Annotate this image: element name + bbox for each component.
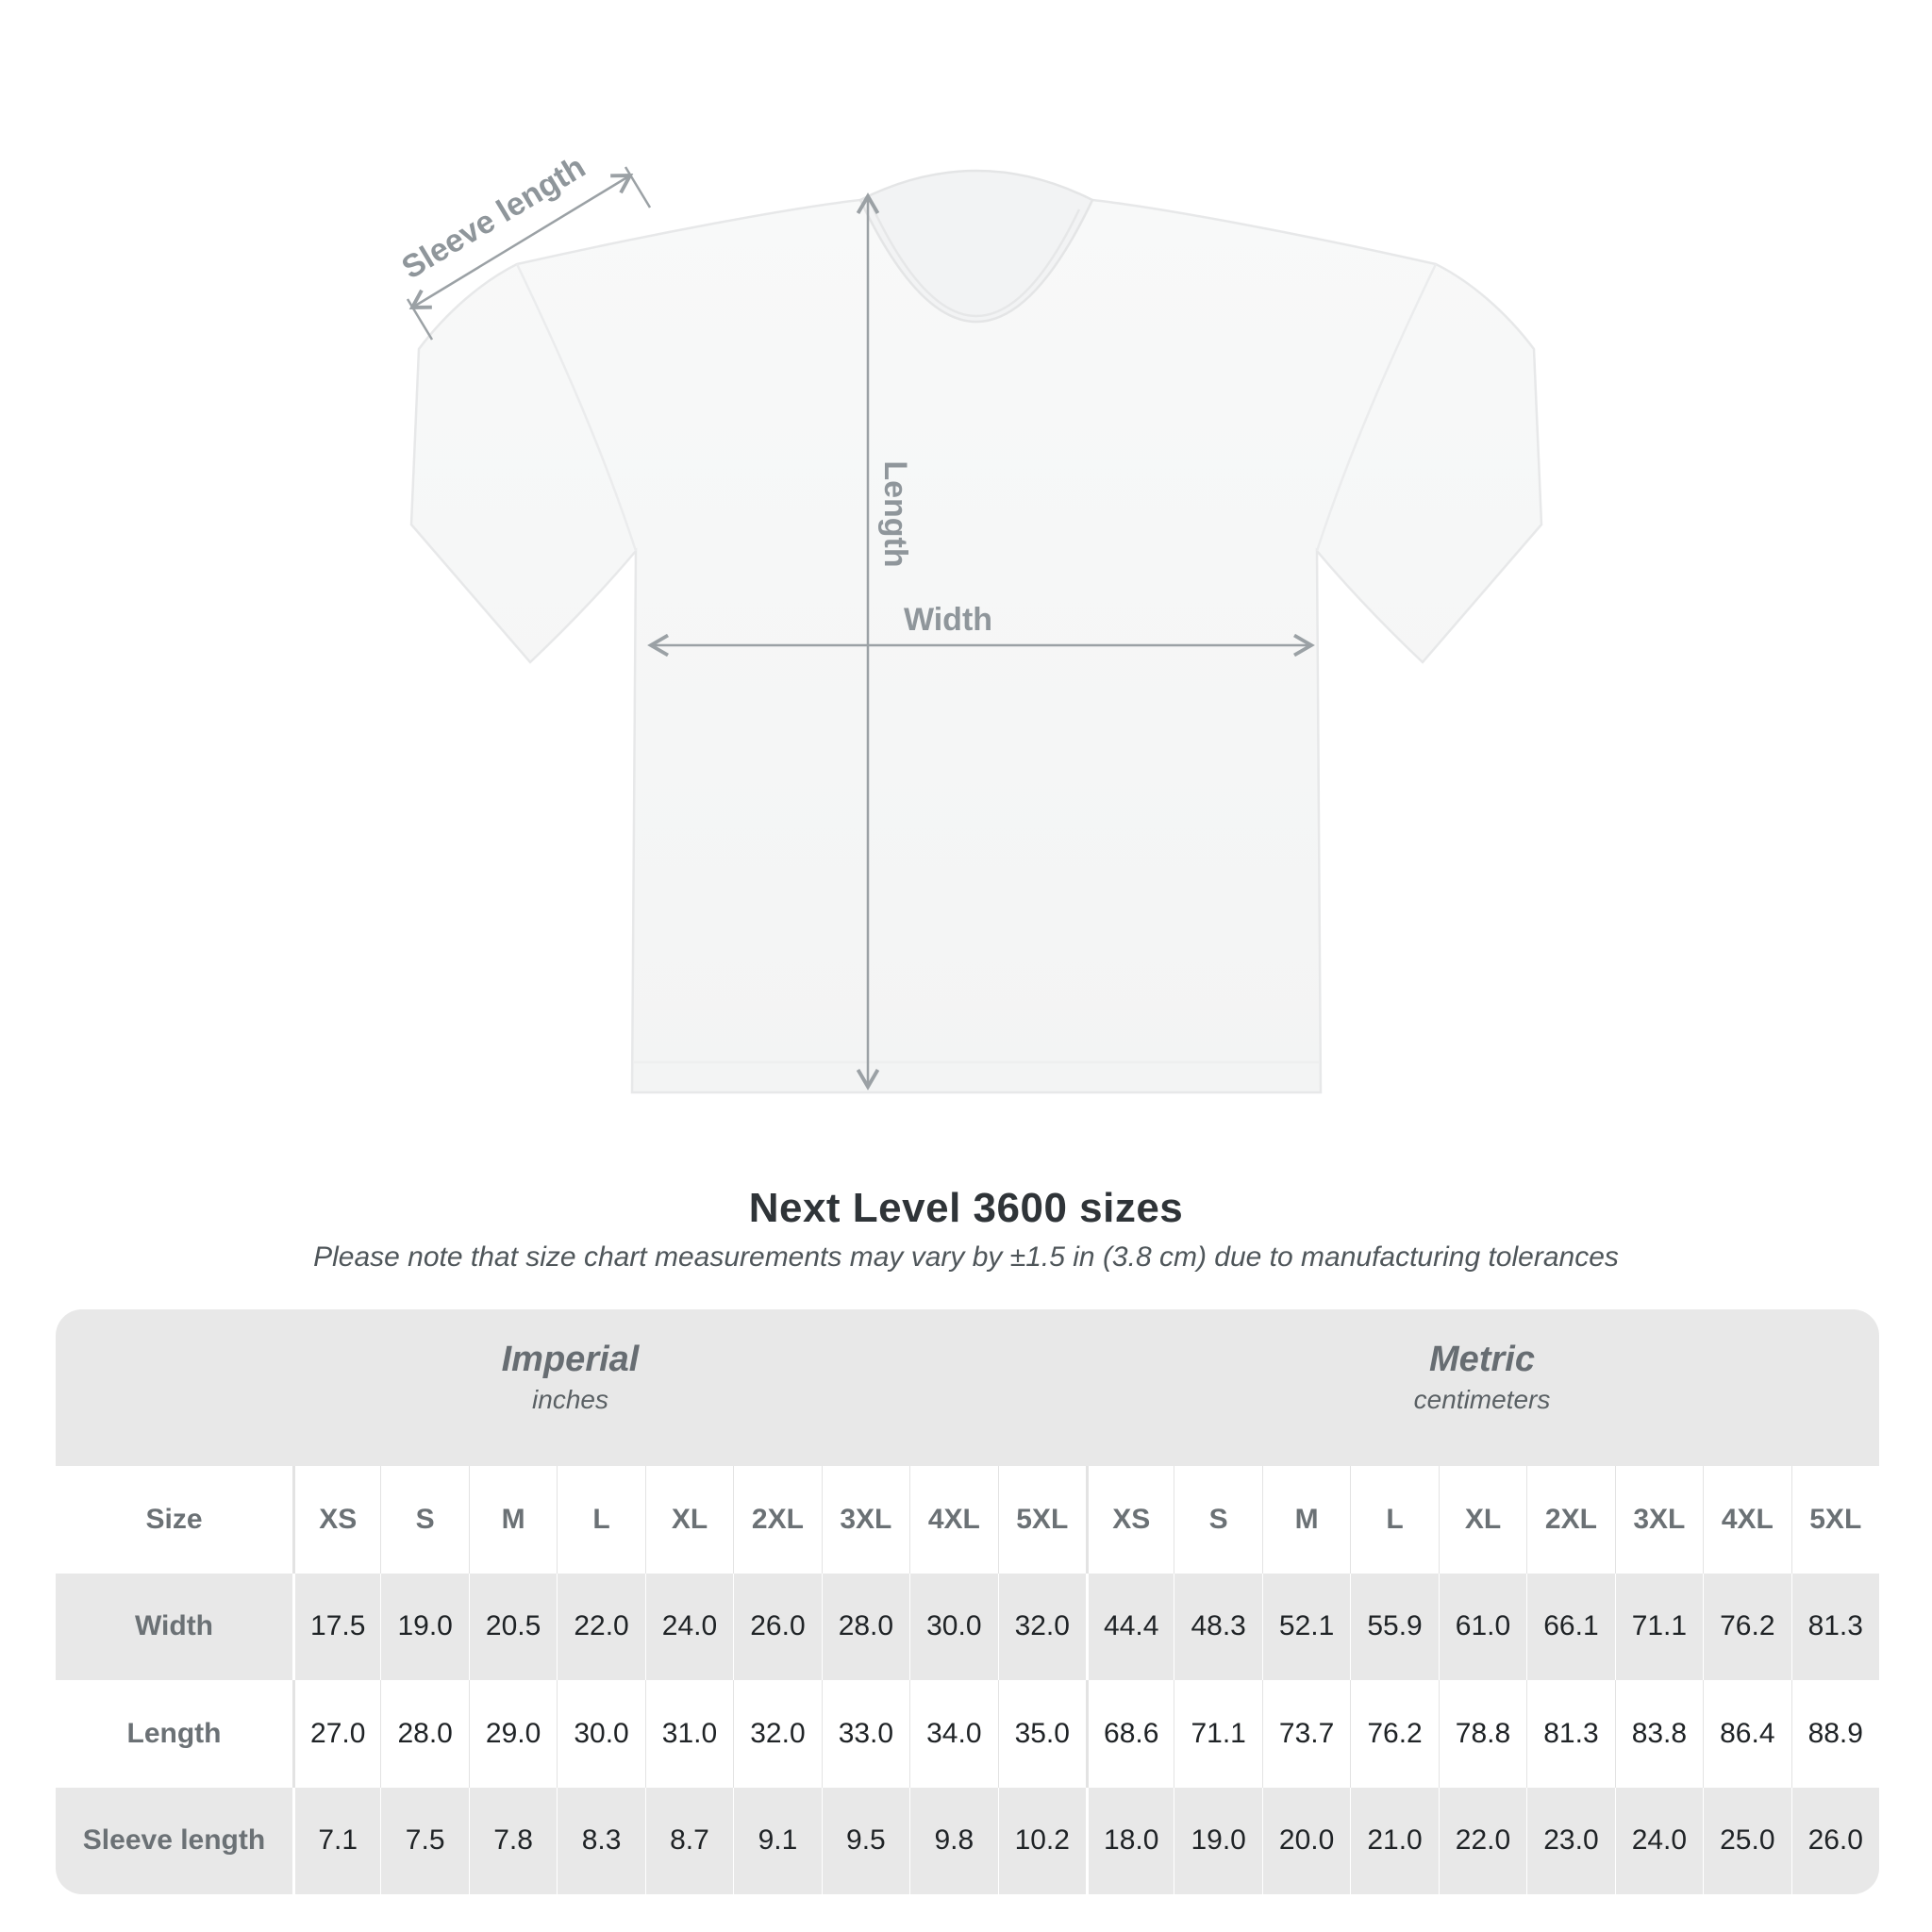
size-value-cell: 71.1 xyxy=(1615,1574,1703,1681)
imperial-group-header xyxy=(56,1309,1085,1466)
size-col-header: 3XL xyxy=(822,1466,909,1574)
size-value-cell: 76.2 xyxy=(1703,1574,1790,1681)
sleeve-length-label: Sleeve length xyxy=(395,148,592,287)
size-col-header: 2XL xyxy=(1526,1466,1614,1574)
size-value-cell: 10.2 xyxy=(998,1788,1086,1895)
size-value-cell: 25.0 xyxy=(1703,1788,1790,1895)
size-value-cell: 28.0 xyxy=(822,1574,909,1681)
size-value-cell: 32.0 xyxy=(998,1574,1086,1681)
size-col-header: L xyxy=(557,1466,644,1574)
size-row-sleeve-length xyxy=(56,1788,1879,1895)
size-col-header: 4XL xyxy=(909,1466,997,1574)
size-col-header: 3XL xyxy=(1615,1466,1703,1574)
size-value-cell: 86.4 xyxy=(1703,1680,1790,1788)
size-value-cell: 9.5 xyxy=(822,1788,909,1895)
size-value-cell: 48.3 xyxy=(1174,1574,1261,1681)
size-value-cell: 27.0 xyxy=(292,1680,380,1788)
row-label: Sleeve length xyxy=(82,1824,266,1857)
size-value-cell: 24.0 xyxy=(1615,1788,1703,1895)
size-value-cell: 31.0 xyxy=(645,1680,733,1788)
size-value-cell: 81.3 xyxy=(1526,1680,1614,1788)
size-value-cell: 8.3 xyxy=(557,1788,644,1895)
sleeve-arrow-tick-top xyxy=(625,167,650,208)
size-table xyxy=(56,1466,1879,1894)
size-value-cell: 33.0 xyxy=(822,1680,909,1788)
size-value-cell: 78.8 xyxy=(1439,1680,1526,1788)
imperial-unit-label: inches xyxy=(532,1385,608,1414)
size-value-cell: 76.2 xyxy=(1350,1680,1438,1788)
page-title: Next Level 3600 sizes xyxy=(748,1185,1184,1231)
size-col-header: XS xyxy=(1086,1466,1174,1574)
imperial-label: Imperial xyxy=(501,1340,640,1379)
size-col-header: 5XL xyxy=(998,1466,1086,1574)
size-value-cell: 30.0 xyxy=(557,1680,644,1788)
size-header-row xyxy=(56,1466,1879,1574)
size-col-header: 5XL xyxy=(1791,1466,1879,1574)
size-col-header: L xyxy=(1350,1466,1438,1574)
size-value-cell: 17.5 xyxy=(292,1574,380,1681)
size-table-card xyxy=(56,1309,1879,1894)
size-value-cell: 73.7 xyxy=(1262,1680,1350,1788)
row-label: Size xyxy=(145,1503,203,1535)
size-value-cell: 20.5 xyxy=(469,1574,557,1681)
metric-group-header xyxy=(1085,1309,1879,1466)
sleeve-arrow-tick-bottom xyxy=(408,299,432,340)
size-value-cell: 66.1 xyxy=(1526,1574,1614,1681)
size-value-cell: 7.1 xyxy=(292,1788,380,1895)
size-col-header: XS xyxy=(292,1466,380,1574)
size-value-cell: 35.0 xyxy=(998,1680,1086,1788)
size-value-cell: 19.0 xyxy=(1174,1788,1261,1895)
size-value-cell: 24.0 xyxy=(645,1574,733,1681)
size-value-cell: 68.6 xyxy=(1086,1680,1174,1788)
size-value-cell: 7.8 xyxy=(469,1788,557,1895)
length-label: Length xyxy=(877,460,913,568)
size-col-header: S xyxy=(1174,1466,1261,1574)
size-value-cell: 61.0 xyxy=(1439,1574,1526,1681)
size-col-header: 2XL xyxy=(733,1466,821,1574)
size-value-cell: 55.9 xyxy=(1350,1574,1438,1681)
size-note: Please note that size chart measurements may vary by ±1.5 in (3.8 cm) due to manufacturing tolerances xyxy=(313,1241,1619,1273)
size-value-cell: 34.0 xyxy=(909,1680,997,1788)
size-value-cell: 30.0 xyxy=(909,1574,997,1681)
metric-unit-label: centimeters xyxy=(1413,1385,1551,1414)
size-col-header: XL xyxy=(645,1466,733,1574)
size-value-cell: 18.0 xyxy=(1086,1788,1174,1895)
size-value-cell: 81.3 xyxy=(1791,1574,1879,1681)
unit-group-header xyxy=(56,1309,1879,1466)
size-value-cell: 52.1 xyxy=(1262,1574,1350,1681)
size-value-cell: 29.0 xyxy=(469,1680,557,1788)
size-value-cell: 22.0 xyxy=(557,1574,644,1681)
size-value-cell: 21.0 xyxy=(1350,1788,1438,1895)
size-col-header: M xyxy=(469,1466,557,1574)
metric-label: Metric xyxy=(1429,1340,1535,1379)
width-label: Width xyxy=(903,602,993,638)
size-value-cell: 88.9 xyxy=(1791,1680,1879,1788)
row-label: Length xyxy=(126,1717,222,1749)
size-value-cell: 23.0 xyxy=(1526,1788,1614,1895)
row-label: Width xyxy=(134,1610,214,1642)
size-value-cell: 9.8 xyxy=(909,1788,997,1895)
size-value-cell: 22.0 xyxy=(1439,1788,1526,1895)
size-value-cell: 44.4 xyxy=(1086,1574,1174,1681)
size-value-cell: 26.0 xyxy=(733,1574,821,1681)
size-col-header: 4XL xyxy=(1703,1466,1790,1574)
size-row-length xyxy=(56,1680,1879,1788)
size-value-cell: 32.0 xyxy=(733,1680,821,1788)
size-value-cell: 20.0 xyxy=(1262,1788,1350,1895)
size-col-header: M xyxy=(1262,1466,1350,1574)
size-value-cell: 71.1 xyxy=(1174,1680,1261,1788)
size-row-width xyxy=(56,1574,1879,1681)
size-value-cell: 83.8 xyxy=(1615,1680,1703,1788)
size-value-cell: 26.0 xyxy=(1791,1788,1879,1895)
size-value-cell: 8.7 xyxy=(645,1788,733,1895)
size-value-cell: 28.0 xyxy=(380,1680,468,1788)
size-value-cell: 19.0 xyxy=(380,1574,468,1681)
size-col-header: XL xyxy=(1439,1466,1526,1574)
size-value-cell: 7.5 xyxy=(380,1788,468,1895)
size-value-cell: 9.1 xyxy=(733,1788,821,1895)
size-col-header: S xyxy=(380,1466,468,1574)
